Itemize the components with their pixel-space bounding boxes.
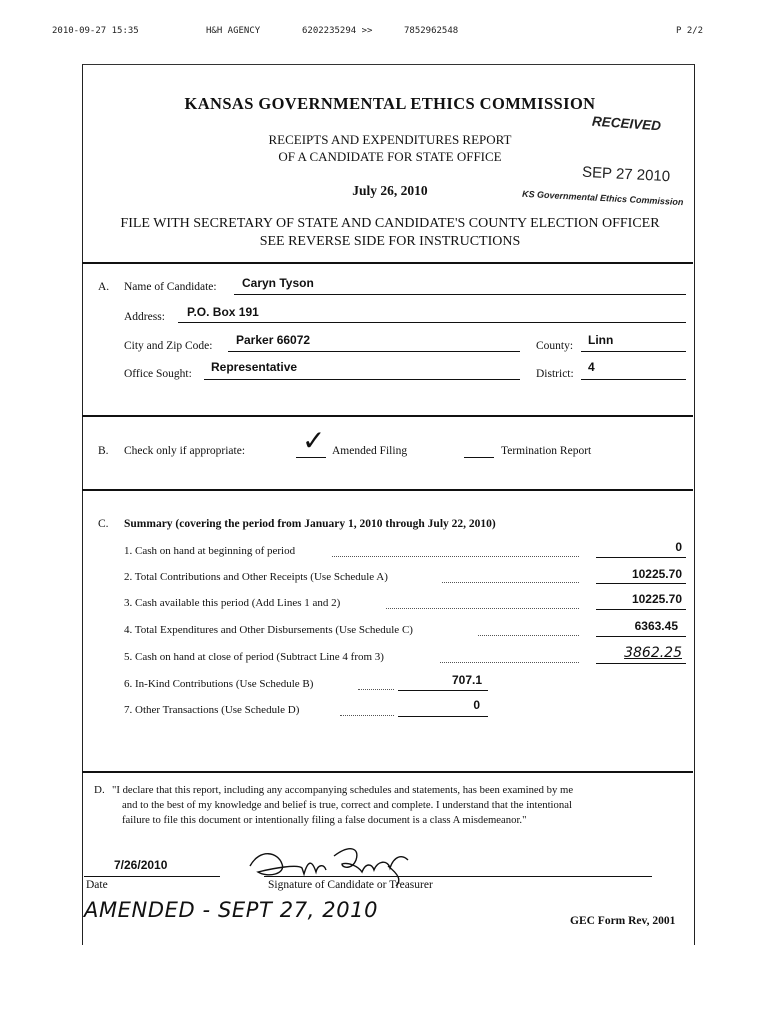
fax-from-number: 6202235294 >>: [302, 26, 373, 36]
see-reverse-instruction: SEE REVERSE SIDE FOR INSTRUCTIONS: [259, 234, 521, 249]
candidate-name-line: [234, 294, 686, 295]
city-zip-line: [228, 351, 520, 352]
summary-heading: Summary (covering the period from January 1, 2010 through July 22, 2010): [124, 518, 496, 530]
termination-report-label: Termination Report: [501, 445, 592, 457]
county-label: County:: [536, 340, 574, 352]
check-appropriate-label: Check only if appropriate:: [124, 445, 246, 457]
summary-line-4-leader: [478, 635, 579, 636]
summary-line-2-label: 2. Total Contributions and Other Receipts (Use Schedule A): [124, 571, 388, 583]
district-label: District:: [536, 368, 574, 380]
fax-page-number: P 2/2: [676, 26, 704, 36]
summary-line-3-value: 10225.70: [631, 592, 682, 606]
office-sought-value: Representative: [211, 360, 298, 374]
form-revision: GEC Form Rev, 2001: [570, 915, 676, 927]
report-subtitle-2: OF A CANDIDATE FOR STATE OFFICE: [278, 149, 502, 164]
fax-to-number: 7852962548: [404, 26, 459, 36]
summary-line-2-leader: [442, 582, 579, 583]
amended-filing-checkbox-line[interactable]: [296, 457, 326, 458]
city-zip-value: Parker 66072: [236, 333, 311, 347]
section-a-letter: A.: [98, 281, 110, 293]
other-transactions-blank: [398, 716, 488, 717]
summary-line-5-blank: [596, 663, 686, 664]
inkind-blank: [398, 690, 488, 691]
received-stamp: RECEIVED: [591, 113, 662, 134]
candidate-name-label: Name of Candidate:: [124, 281, 217, 293]
office-sought-label: Office Sought:: [124, 368, 192, 380]
report-subtitle-1: RECEIPTS AND EXPENDITURES REPORT: [268, 132, 512, 147]
summary-line-5-label: 5. Cash on hand at close of period (Subtract Line 4 from 3): [124, 651, 384, 663]
inkind-label: 6. In-Kind Contributions (Use Schedule B): [124, 678, 314, 690]
section-divider: [82, 489, 693, 491]
date-line: [84, 876, 220, 877]
summary-line-1-leader: [332, 556, 579, 557]
district-line: [581, 379, 686, 380]
checkmark-icon: ✓: [302, 424, 326, 457]
candidate-name-value: Caryn Tyson: [242, 276, 314, 290]
date-label: Date: [86, 879, 108, 891]
signature-line: [264, 876, 652, 877]
summary-line-3-label: 3. Cash available this period (Add Lines 1 and 2): [124, 597, 341, 609]
address-line: [178, 322, 686, 323]
other-transactions-leader: [340, 715, 394, 716]
address-label: Address:: [124, 311, 165, 323]
summary-line-1-value: 0: [675, 540, 682, 554]
section-d-letter: D.: [94, 784, 105, 796]
other-transactions-label: 7. Other Transactions (Use Schedule D): [124, 704, 300, 716]
summary-line-4-value: 6363.45: [634, 619, 678, 633]
city-zip-label: City and Zip Code:: [124, 340, 213, 352]
summary-line-5-value: 3862.25: [624, 645, 682, 661]
signature-date-value: 7/26/2010: [114, 858, 168, 872]
summary-line-4-blank: [596, 636, 686, 637]
address-value: P.O. Box 191: [187, 305, 259, 319]
fax-datetime: 2010-09-27 15:35: [52, 26, 139, 36]
amended-filing-label: Amended Filing: [332, 445, 408, 457]
declaration-line-3: failure to file this document or intentionally filing a false document is a class A misdemeanor.": [122, 814, 527, 826]
district-value: 4: [588, 360, 595, 374]
signature-label: Signature of Candidate or Treasurer: [268, 879, 433, 891]
other-transactions-value: 0: [473, 698, 480, 712]
inkind-value: 707.1: [451, 673, 482, 687]
county-line: [581, 351, 686, 352]
section-divider: [82, 771, 693, 773]
inkind-leader: [358, 689, 394, 690]
office-sought-line: [204, 379, 520, 380]
fax-agency: H&H AGENCY: [206, 26, 261, 36]
section-divider: [82, 262, 693, 264]
summary-line-2-blank: [596, 583, 686, 584]
declaration-line-2: and to the best of my knowledge and belief is true, correct and complete. I understand that the intentional: [122, 799, 572, 811]
termination-report-checkbox-line[interactable]: [464, 457, 494, 458]
section-b-letter: B.: [98, 445, 109, 457]
amended-handwritten-note: AMENDED - SEPT 27, 2010: [84, 898, 379, 922]
report-date: July 26, 2010: [352, 183, 428, 198]
received-stamp-agency: KS Governmental Ethics Commission: [521, 188, 684, 208]
file-with-instruction: FILE WITH SECRETARY OF STATE AND CANDIDATE'S COUNTY ELECTION OFFICER: [120, 216, 660, 231]
summary-line-1-blank: [596, 557, 686, 558]
section-c-letter: C.: [98, 518, 109, 530]
summary-line-5-leader: [440, 662, 579, 663]
summary-line-1-label: 1. Cash on hand at beginning of period: [124, 545, 296, 557]
declaration-line-1: "I declare that this report, including any accompanying schedules and statements, has been examined by me: [112, 784, 574, 796]
county-value: Linn: [588, 333, 614, 347]
section-divider: [82, 415, 693, 417]
summary-line-2-value: 10225.70: [631, 567, 682, 581]
received-stamp-date: SEP 27 2010: [581, 163, 671, 186]
summary-line-3-leader: [386, 608, 579, 609]
summary-line-3-blank: [596, 609, 686, 610]
summary-line-4-label: 4. Total Expenditures and Other Disbursements (Use Schedule C): [124, 624, 413, 636]
commission-title: KANSAS GOVERNMENTAL ETHICS COMMISSION: [184, 94, 596, 113]
